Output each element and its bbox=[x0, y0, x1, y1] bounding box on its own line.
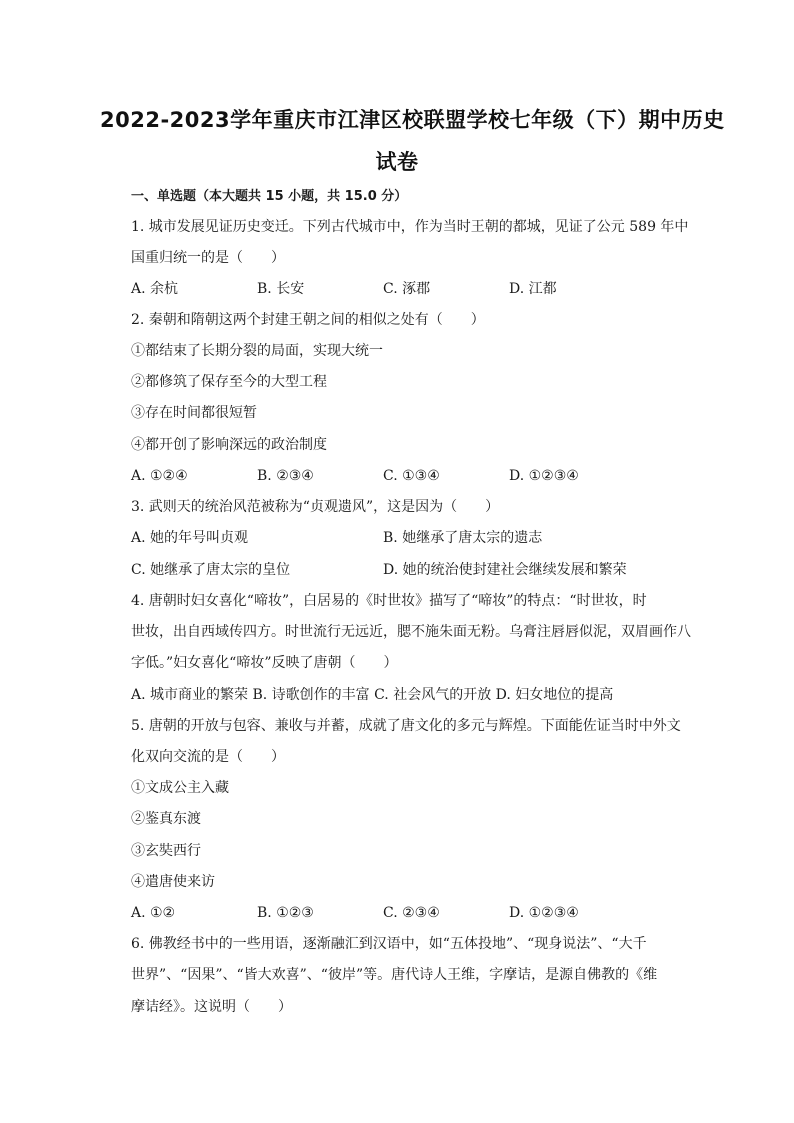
q4-stem-line-3: 字低。”妇女喜化“啼妆”反映了唐朝（ ） bbox=[131, 655, 398, 671]
exam-title-line-2: 试卷 bbox=[375, 150, 419, 174]
q5-item-1: ①文成公主入藏 bbox=[131, 780, 229, 796]
q1-option-a: A. 余杭 bbox=[131, 281, 179, 297]
q2-option-a: A. ①②④ bbox=[131, 468, 188, 484]
q5-option-c: C. ②③④ bbox=[383, 905, 440, 921]
q1-option-c: C. 涿郡 bbox=[383, 281, 431, 297]
q4-options: A. 城市商业的繁荣 B. 诗歌创作的丰富 C. 社会风气的开放 D. 妇女地位的提高 bbox=[131, 687, 614, 703]
section-heading: 一、单选题（本大题共 15 小题，共 15.0 分） bbox=[131, 189, 408, 204]
q4-stem-line-2: 世妆，出自西域传四方。时世流行无远近，腮不施朱面无粉。乌膏注唇唇似泥，双眉画作八 bbox=[131, 624, 691, 640]
q2-option-c: C. ①③④ bbox=[383, 468, 440, 484]
q2-item-3: ③存在时间都很短暂 bbox=[131, 405, 257, 421]
q2-option-b: B. ②③④ bbox=[257, 468, 314, 484]
q1-stem-line-2: 国重归统一的是（ ） bbox=[131, 250, 285, 266]
q3-option-c: C. 她继承了唐太宗的皇位 bbox=[131, 562, 291, 578]
q5-option-a: A. ①② bbox=[131, 905, 176, 921]
q4-stem-line-1: 4. 唐朝时妇女喜化“啼妆”，白居易的《时世妆》描写了“啼妆”的特点：“时世妆，时 bbox=[131, 593, 647, 609]
q3-option-a: A. 她的年号叫贞观 bbox=[131, 530, 249, 546]
q2-option-d: D. ①②③④ bbox=[509, 468, 579, 484]
q1-option-b: B. 长安 bbox=[257, 281, 305, 297]
q2-item-4: ④都开创了影响深远的政治制度 bbox=[131, 437, 327, 453]
q1-option-d: D. 江都 bbox=[509, 281, 557, 297]
q3-option-d: D. 她的统治使封建社会继续发展和繁荣 bbox=[383, 562, 627, 578]
q5-stem-line-2: 化双向交流的是（ ） bbox=[131, 749, 285, 765]
q1-stem-line-1: 1. 城市发展见证历史变迁。下列古代城市中，作为当时王朝的都城，见证了公元 589 年中 bbox=[131, 219, 689, 235]
q5-option-d: D. ①②③④ bbox=[509, 905, 579, 921]
q5-option-b: B. ①②③ bbox=[257, 905, 314, 921]
q5-item-3: ③玄奘西行 bbox=[131, 843, 201, 859]
q5-item-4: ④遣唐使来访 bbox=[131, 874, 215, 890]
q3-stem: 3. 武则天的统治风范被称为“贞观遗风”，这是因为（ ） bbox=[131, 499, 500, 515]
q5-stem-line-1: 5. 唐朝的开放与包容、兼收与并蓄，成就了唐文化的多元与辉煌。下面能佐证当时中外文 bbox=[131, 718, 681, 734]
exam-title-line-1: 2022-2023学年重庆市江津区校联盟学校七年级（下）期中历史 bbox=[100, 108, 725, 132]
q2-item-2: ②都修筑了保存至今的大型工程 bbox=[131, 374, 327, 390]
q3-option-b: B. 她继承了唐太宗的遗志 bbox=[383, 530, 543, 546]
q6-stem-line-3: 摩诘经》。这说明（ ） bbox=[131, 999, 292, 1015]
q5-item-2: ②鉴真东渡 bbox=[131, 811, 201, 827]
q2-stem: 2. 秦朝和隋朝这两个封建王朝之间的相似之处有（ ） bbox=[131, 312, 485, 328]
q6-stem-line-1: 6. 佛教经书中的一些用语，逐渐融汇到汉语中，如“五体投地”、“现身说法”、“大千 bbox=[131, 936, 647, 952]
q2-item-1: ①都结束了长期分裂的局面，实现大统一 bbox=[131, 343, 383, 359]
q6-stem-line-2: 世界”、“因果”、“皆大欢喜”、“彼岸”等。唐代诗人王维，字摩诘，是源自佛教的《维 bbox=[131, 967, 658, 983]
